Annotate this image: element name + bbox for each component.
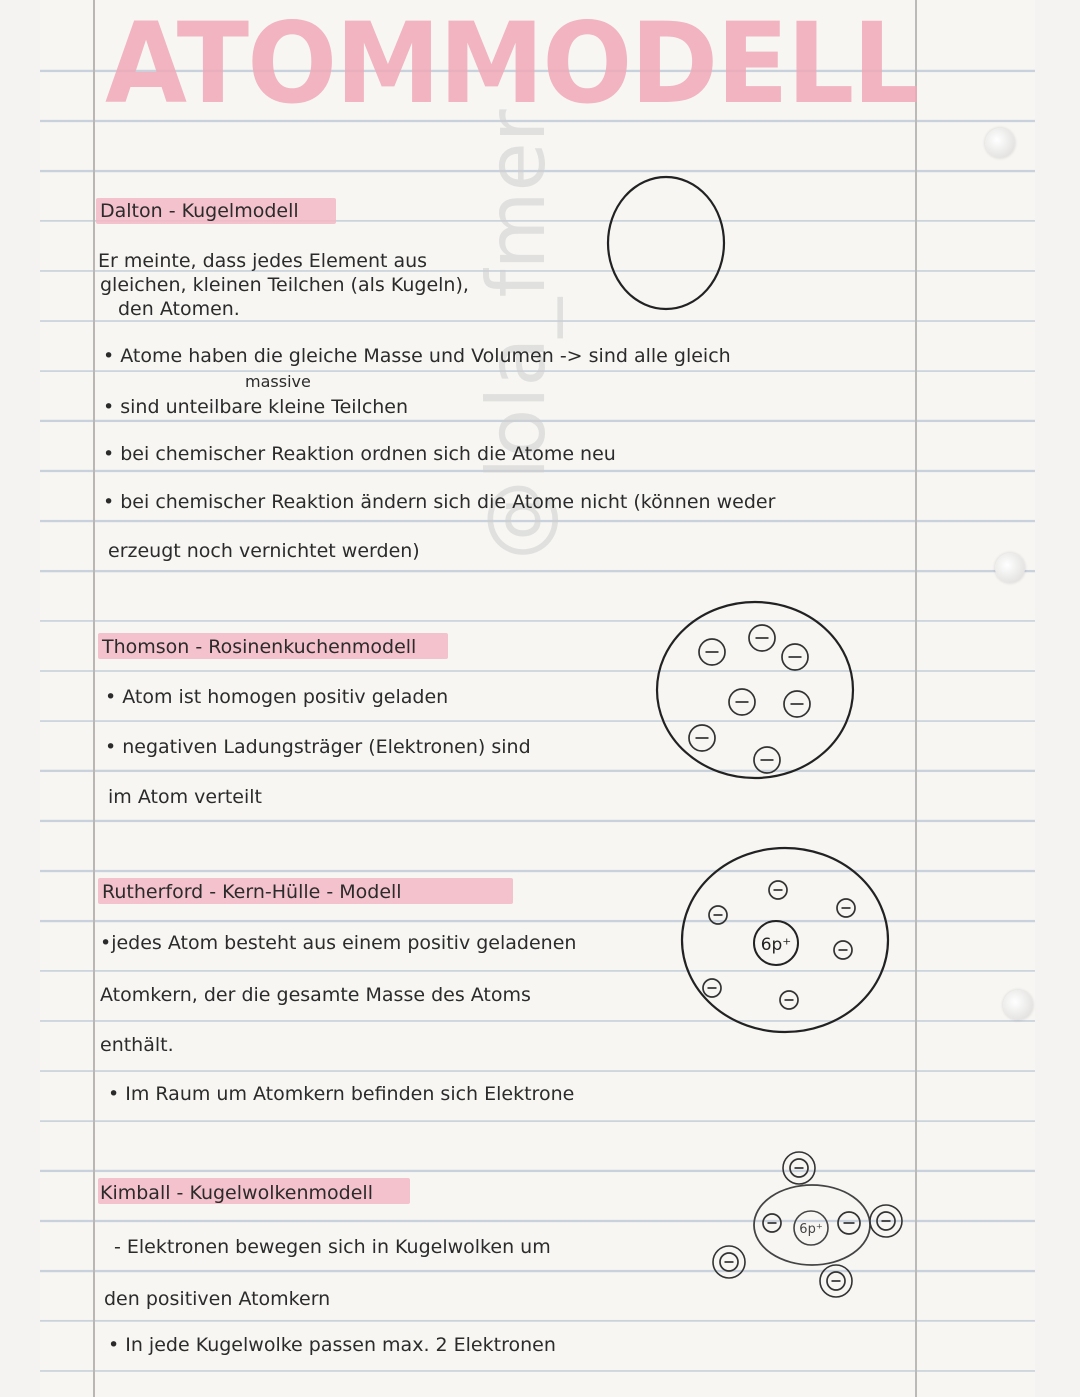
bullet-point: • bei chemischer Reaktion ändern sich die Atome nicht (können weder xyxy=(103,491,776,513)
bullet-continuation: Atomkern, der die gesamte Masse des Atoms xyxy=(100,984,531,1006)
electron-icon xyxy=(820,1265,852,1297)
bullet-point: • bei chemischer Reaktion ordnen sich die Atome neu xyxy=(103,443,616,465)
electron-icon xyxy=(763,1214,781,1232)
electron-icon xyxy=(689,725,715,751)
kimball-atom-drawing xyxy=(754,1185,870,1265)
bullet-point: • In jede Kugelwolke passen max. 2 Elektronen xyxy=(108,1334,556,1356)
bullet-point: • negativen Ladungsträger (Elektronen) sind xyxy=(105,736,531,758)
bullet-text: Atom ist homogen positiv geladen xyxy=(122,686,449,708)
bullet-point: - Elektronen bewegen sich in Kugelwolken um xyxy=(114,1236,551,1258)
electron-icon xyxy=(754,747,780,773)
bullet-text: negativen Ladungsträger (Elektronen) sind xyxy=(122,736,531,758)
electron-icon xyxy=(870,1205,902,1237)
dalton-heading: Dalton - Kugelmodell xyxy=(100,200,299,222)
thomson-atom-drawing xyxy=(657,602,853,778)
kimball-nucleus-label: 6p⁺ xyxy=(799,1222,823,1237)
electron-icon xyxy=(709,906,727,924)
bullet-text: Atome haben die gleiche Masse und Volumen -> sind alle gleich xyxy=(120,345,731,367)
bullet-point: •jedes Atom besteht aus einem positiv geladenen xyxy=(100,932,577,954)
electron-icon xyxy=(699,639,725,665)
dalton-intro-line: den Atomen. xyxy=(118,298,240,320)
electron-icon xyxy=(784,691,810,717)
electron-icon xyxy=(837,899,855,917)
thomson-electrons xyxy=(689,625,810,773)
dalton-intro-line: gleichen, kleinen Teilchen (als Kugeln), xyxy=(100,274,469,296)
bullet-text: jedes Atom besteht aus einem positiv geladenen xyxy=(111,932,577,954)
rutherford-heading: Rutherford - Kern-Hülle - Modell xyxy=(102,881,402,903)
annotation-note: massive xyxy=(245,372,311,391)
bullet-point: • Im Raum um Atomkern befinden sich Elektrone xyxy=(108,1083,575,1105)
electron-icon xyxy=(749,625,775,651)
bullet-point: • Atom ist homogen positiv geladen xyxy=(105,686,449,708)
electron-icon xyxy=(838,1212,860,1234)
electron-icon xyxy=(783,1152,815,1184)
electron-icon xyxy=(713,1246,745,1278)
electron-icon xyxy=(834,941,852,959)
bullet-continuation: den positiven Atomkern xyxy=(104,1288,331,1310)
electron-icon xyxy=(729,689,755,715)
bullet-continuation: enthält. xyxy=(100,1034,174,1056)
bullet-text: In jede Kugelwolke passen max. 2 Elektronen xyxy=(125,1334,556,1356)
bullet-continuation: erzeugt noch vernichtet werden) xyxy=(108,540,420,562)
electron-icon xyxy=(780,991,798,1009)
kimball-heading: Kimball - Kugelwolkenmodell xyxy=(100,1182,373,1204)
bullet-text: bei chemischer Reaktion ändern sich die Atome nicht (können weder xyxy=(120,491,776,513)
dalton-intro-line: Er meinte, dass jedes Element aus xyxy=(98,250,428,272)
electron-icon xyxy=(782,644,808,670)
bullet-text: sind unteilbare kleine Teilchen xyxy=(120,396,409,418)
electron-icon xyxy=(769,881,787,899)
thomson-heading: Thomson - Rosinenkuchenmodell xyxy=(102,636,417,658)
rutherford-nucleus-label: 6p⁺ xyxy=(760,935,792,955)
page-title: ATOMMODELL xyxy=(105,0,918,129)
bullet-text: bei chemischer Reaktion ordnen sich die Atome neu xyxy=(120,443,616,465)
bullet-point: • Atome haben die gleiche Masse und Volumen -> sind alle gleich xyxy=(103,345,731,367)
bullet-text: Im Raum um Atomkern befinden sich Elektrone xyxy=(125,1083,575,1105)
bullet-continuation: im Atom verteilt xyxy=(108,786,263,808)
electron-icon xyxy=(703,979,721,997)
dalton-sphere-drawing xyxy=(608,177,724,309)
watermark: @lola_fmer xyxy=(470,109,563,560)
bullet-point: • sind unteilbare kleine Teilchen xyxy=(103,396,409,418)
